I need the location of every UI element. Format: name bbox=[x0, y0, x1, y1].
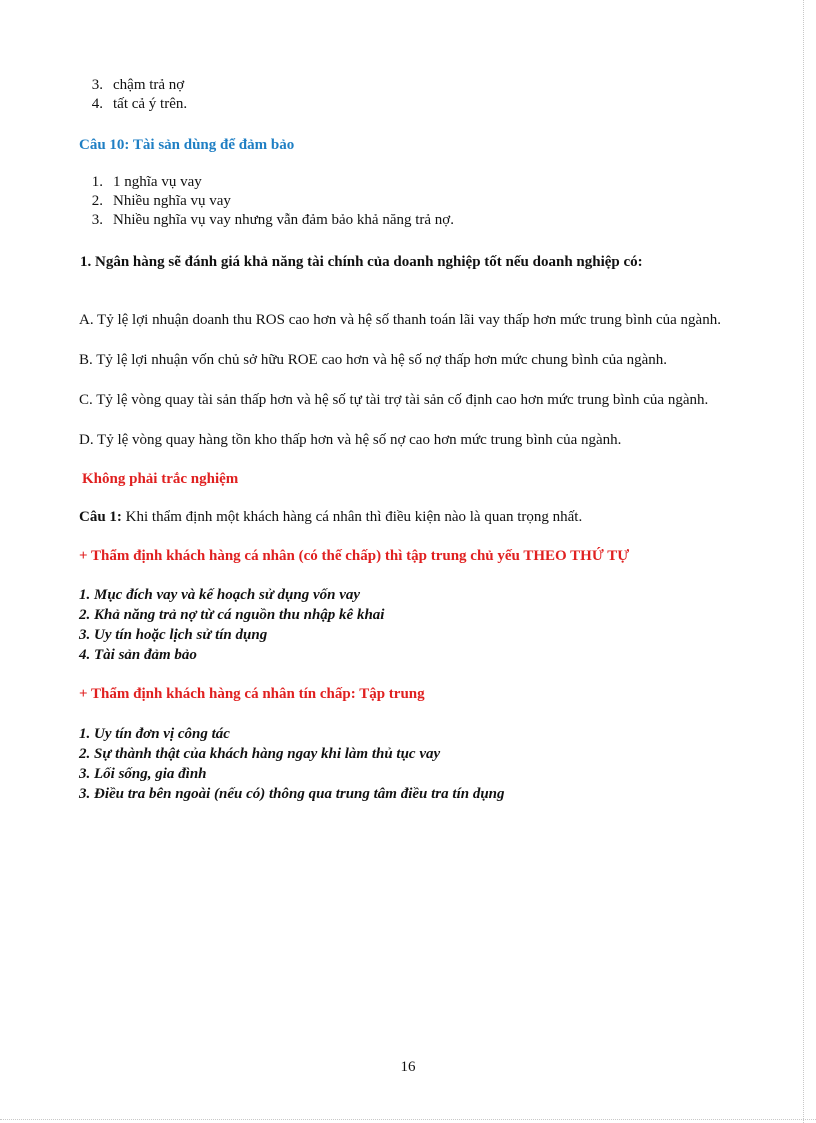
open-question-1-label: Câu 1: bbox=[79, 509, 122, 525]
list-item: 3. Uy tín hoặc lịch sử tín dụng bbox=[79, 627, 268, 643]
list-item: 4. Tài sản đảm bảo bbox=[79, 647, 197, 663]
mc-option-a: A. Tỷ lệ lợi nhuận doanh thu ROS cao hơn và hệ số thanh toán lãi vay thấp hơn mức trung bình của ngành. bbox=[79, 312, 721, 328]
continued-answer-list bbox=[79, 76, 187, 114]
list-item: 3. Lối sống, gia đình bbox=[79, 766, 207, 782]
mc-question-1: 1. Ngân hàng sẽ đánh giá khả năng tài chính của doanh nghiệp tốt nếu doanh nghiệp có: bbox=[80, 254, 643, 270]
list-item: 3. Nhiều nghĩa vụ vay nhưng vẫn đảm bảo khả năng trả nợ. bbox=[91, 212, 454, 228]
unsecured-appraisal-heading: + Thẩm định khách hàng cá nhân tín chấp: Tập trung bbox=[79, 686, 425, 702]
list-item: 1. Mục đích vay và kế hoạch sử dụng vốn vay bbox=[79, 587, 361, 603]
secured-appraisal-heading: + Thẩm định khách hàng cá nhân (có thế chấp) thì tập trung chủ yếu THEO THỨ TỰ bbox=[79, 548, 630, 564]
page-margin-guide-right bbox=[803, 0, 804, 1123]
list-item: 2. Khả năng trả nợ từ cá nguồn thu nhập kê khai bbox=[79, 607, 385, 623]
mc-option-c: C. Tỷ lệ vòng quay tài sản thấp hơn và hệ số tự tài trợ tài sản cố định cao hơn mức trung bình của ngành. bbox=[79, 392, 709, 408]
unsecured-appraisal-list bbox=[79, 724, 724, 804]
page-number: 16 bbox=[400, 1059, 416, 1075]
list-item: 1. 1 nghĩa vụ vay bbox=[91, 174, 202, 190]
secured-appraisal-list bbox=[79, 585, 724, 665]
mc-option-b: B. Tỷ lệ lợi nhuận vốn chủ sở hữu ROE cao hơn và hệ số nợ thấp hơn mức chung bình của ngành. bbox=[79, 352, 668, 368]
list-item: 1. Uy tín đơn vị công tác bbox=[79, 726, 230, 742]
list-item: 3. chậm trả nợ bbox=[91, 77, 185, 93]
open-question-1-text: Khi thẩm định một khách hàng cá nhân thì điều kiện nào là quan trọng nhất. bbox=[121, 509, 583, 525]
non-mc-heading: Không phải trắc nghiệm bbox=[82, 471, 239, 487]
list-item: 4. tất cả ý trên. bbox=[91, 96, 188, 112]
mc-option-d: D. Tỷ lệ vòng quay hàng tồn kho thấp hơn và hệ số nợ cao hơn mức trung bình của ngành. bbox=[79, 432, 622, 448]
list-item: 2. Sự thành thật của khách hàng ngay khi làm thủ tục vay bbox=[79, 746, 441, 762]
list-item: 2. Nhiều nghĩa vụ vay bbox=[91, 193, 231, 209]
open-question-1 bbox=[79, 507, 724, 527]
list-item: 3. Điều tra bên ngoài (nếu có) thông qua trung tâm điều tra tín dụng bbox=[79, 786, 505, 802]
page-margin-guide-bottom bbox=[0, 1119, 816, 1120]
question-10-heading: Câu 10: Tài sản dùng để đảm bảo bbox=[79, 137, 295, 153]
question-10-options bbox=[79, 173, 454, 230]
